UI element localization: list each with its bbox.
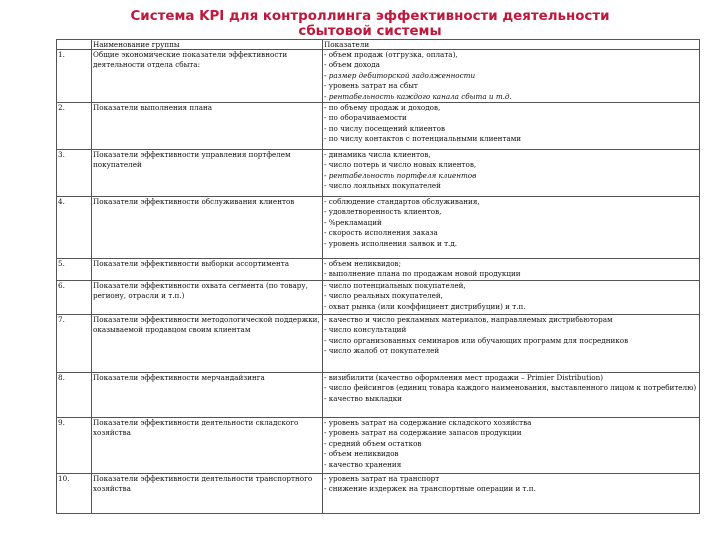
indicator-item: - скорость исполнения заказа bbox=[324, 228, 438, 238]
row-number: 9. bbox=[57, 418, 92, 474]
indicators-cell bbox=[323, 103, 700, 150]
header-number bbox=[57, 40, 92, 50]
indicator-item: - средний объем остатков bbox=[324, 438, 422, 448]
indicators-cell bbox=[323, 150, 700, 197]
indicator-item: - уровень затрат на сбыт bbox=[324, 81, 418, 91]
indicator-item: - снижение издержек на транспортные операции и т.п. bbox=[324, 484, 536, 494]
kpi-table bbox=[56, 39, 700, 514]
group-name: Показатели эффективности выборки ассортимента bbox=[92, 259, 323, 281]
group-name: Общие экономические показатели эффективности деятельности отдела сбыта: bbox=[92, 50, 323, 103]
indicator-item: - визибилити (качество оформления мест продажи – Primier Distribution) bbox=[324, 373, 604, 383]
indicator-item: - рентабельность каждого канала сбыта и т.д. bbox=[324, 91, 512, 101]
group-name: Показатели эффективности обслуживания клиентов bbox=[92, 197, 323, 259]
indicator-item: - объем продаж (отгрузка, оплата), bbox=[324, 50, 458, 59]
table-row bbox=[57, 259, 700, 281]
indicator-item: - размер дебиторской задолженности bbox=[324, 70, 476, 80]
indicators-cell bbox=[323, 281, 700, 315]
indicator-item: - уровень исполнения заявок и т.д. bbox=[324, 238, 458, 248]
indicator-item: - число потенциальных покупателей, bbox=[324, 281, 466, 291]
table-row bbox=[57, 197, 700, 259]
indicator-item: - по оборачиваемости bbox=[324, 113, 407, 123]
table-body bbox=[57, 50, 700, 514]
table-row bbox=[57, 150, 700, 197]
table-row bbox=[57, 50, 700, 103]
row-number: 6. bbox=[57, 281, 92, 315]
indicator-item: - выполнение плана по продажам новой продукции bbox=[324, 269, 521, 279]
group-name: Показатели эффективности охвата сегмента (по товару, региону, отрасли и т.п.) bbox=[92, 281, 323, 315]
table-row bbox=[57, 103, 700, 150]
group-name: Показатели эффективности мерчандайзинга bbox=[92, 373, 323, 418]
indicator-item: - %рекламаций bbox=[324, 217, 382, 227]
indicator-item: - число консультаций bbox=[324, 325, 407, 335]
indicator-item: - число лояльных покупателей bbox=[324, 181, 441, 191]
group-name: Показатели эффективности управления портфелем покупателей bbox=[92, 150, 323, 197]
header-indicators: Показатели bbox=[323, 40, 700, 50]
indicator-item: - качество и число рекламных материалов, направляемых дистрибьюторам bbox=[324, 315, 613, 325]
indicator-item: - рентабельность портфеля клиентов bbox=[324, 170, 477, 180]
indicator-item: - по числу контактов с потенциальными клиентами bbox=[324, 134, 522, 144]
indicator-item: - охват рынка (или коэффициент дистрибуции) и т.п. bbox=[324, 301, 526, 311]
indicator-item: - качество хранения bbox=[324, 459, 402, 469]
group-name: Показатели эффективности деятельности транспортного хозяйства bbox=[92, 474, 323, 514]
indicators-cell bbox=[323, 259, 700, 281]
indicator-item: - объем неликвидов bbox=[324, 449, 399, 459]
indicator-item: - по числу посещений клиентов bbox=[324, 123, 445, 133]
row-number: 5. bbox=[57, 259, 92, 281]
indicator-item: - соблюдение стандартов обслуживания, bbox=[324, 197, 480, 207]
table-row bbox=[57, 474, 700, 514]
row-number: 2. bbox=[57, 103, 92, 150]
header-group: Наименование группы bbox=[92, 40, 323, 50]
indicators-cell bbox=[323, 315, 700, 373]
indicator-item: - число фейсингов (единиц товара каждого наименования, выставленного лицом к потребителю) bbox=[324, 383, 697, 393]
row-number: 3. bbox=[57, 150, 92, 197]
table-row bbox=[57, 418, 700, 474]
table-row bbox=[57, 373, 700, 418]
table-row bbox=[57, 281, 700, 315]
table-header-row bbox=[57, 40, 700, 50]
indicators-cell bbox=[323, 373, 700, 418]
row-number: 7. bbox=[57, 315, 92, 373]
indicator-item: - число жалоб от покупателей bbox=[324, 346, 440, 356]
page-title: Система KPI для контроллинга эффективности деятельности сбытовой системы bbox=[130, 9, 610, 39]
row-number: 8. bbox=[57, 373, 92, 418]
indicator-item: - объем дохода bbox=[324, 60, 380, 70]
indicator-item: - уровень затрат на содержание складского хозяйства bbox=[324, 418, 532, 428]
group-name: Показатели выполнения плана bbox=[92, 103, 323, 150]
indicators-cell bbox=[323, 418, 700, 474]
indicators-cell bbox=[323, 197, 700, 259]
row-number: 10. bbox=[57, 474, 92, 514]
indicator-item: - динамика числа клиентов, bbox=[324, 150, 431, 160]
indicator-item: - число организованных семинаров или обучающих программ для посредников bbox=[324, 335, 629, 345]
indicator-item: - уровень затрат на транспорт bbox=[324, 474, 440, 484]
row-number: 4. bbox=[57, 197, 92, 259]
row-number: 1. bbox=[57, 50, 92, 103]
indicator-item: - уровень затрат на содержание запасов продукции bbox=[324, 428, 522, 438]
table-row bbox=[57, 315, 700, 373]
indicators-cell bbox=[323, 50, 700, 103]
indicator-item: - объем неликвидов; bbox=[324, 259, 402, 269]
indicator-item: - число потерь и число новых клиентов, bbox=[324, 160, 477, 170]
group-name: Показатели эффективности деятельности складского хозяйства bbox=[92, 418, 323, 474]
group-name: Показатели эффективности методологической поддержки, оказываемой продавцом своим клиентам bbox=[92, 315, 323, 373]
indicator-item: - число реальных покупателей, bbox=[324, 291, 443, 301]
indicators-cell bbox=[323, 474, 700, 514]
indicator-item: - по объему продаж и доходов, bbox=[324, 103, 441, 113]
indicator-item: - качество выкладки bbox=[324, 393, 402, 403]
indicator-item: - удовлетворенность клиентов, bbox=[324, 207, 442, 217]
